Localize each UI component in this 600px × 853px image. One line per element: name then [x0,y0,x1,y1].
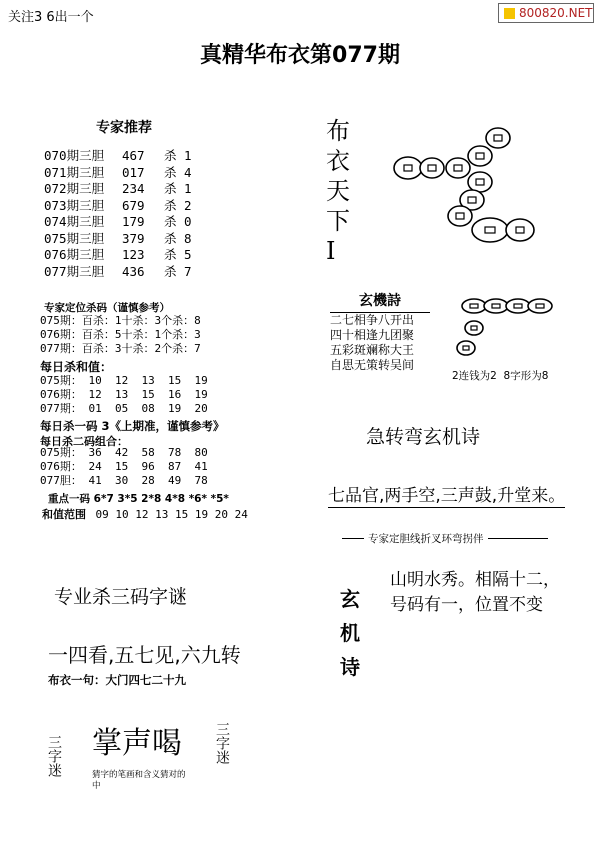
xuanji-poem-side-char: 诗 [340,655,360,679]
badge-square-icon [504,8,515,19]
xuanji-line: 二七相争八开出 [330,313,415,327]
divider-line-left [342,538,364,539]
buyi-line: 布衣一句：大门四七二十九 [48,673,186,687]
kill-two-rows [40,446,208,489]
riddle-title: 专业杀三码字谜 [54,586,188,608]
expert-row [44,264,244,281]
expert-period: 077期三胆 [44,263,105,279]
expert-period: 075期三胆 [44,230,105,246]
expert-nums: 179 [122,214,145,229]
expert-row [44,181,244,198]
coin-figure-2 [452,292,570,362]
expert-period: 074期三胆 [44,214,105,229]
expert-period: 072期三胆 [44,181,105,196]
expert-row [44,231,244,248]
xuanji-poem-lines [390,568,560,618]
xuanji-heading: 玄機詩 [330,290,430,313]
xuanji-poem-side-char: 机 [340,621,360,645]
xuanji-poem-side-char: 玄 [340,587,360,611]
sum-row: 077期： 01 05 08 19 20 [40,402,208,416]
kill-one-line: 每日杀一码 3《上期准，谨慎参考》 [40,419,225,433]
expert-nums: 123 [122,247,145,262]
expert-kill-label: 杀 [164,247,177,262]
sum-range [42,506,248,522]
expert-row [44,198,244,215]
expert-kill-label: 杀 [164,263,177,279]
expert-kill-label: 杀 [164,181,177,196]
kill-two-row: 077胆： 41 30 28 49 78 [40,474,208,488]
coin-figure-1 [380,120,555,245]
expert-kill: 5 [184,247,192,262]
xuanji-line: 五彩斑斓称大王 [330,343,415,357]
expert-kill: 4 [184,164,192,180]
xuanji-panel [330,290,430,373]
heavy-line: 重点一码 6*7 3*5 2*8 4*8 *6* *5* [48,493,229,505]
xuanji-line: 自思无策转吴间 [330,358,415,372]
expert-nums: 017 [122,164,145,180]
riddle-text: 一四看,五七见,六九转 [48,643,241,667]
zi-mi-note: 猜字的笔画和含义猜对的中 [92,770,186,791]
expert-kill: 1 [184,148,192,163]
expert-kill: 7 [184,263,192,279]
expert-kill: 1 [184,181,192,196]
divider-line-right [488,538,549,539]
zi-mi-main: 掌声喝 [92,726,182,761]
sum-rows [40,374,208,417]
expert-kill-label: 杀 [164,214,177,229]
buyi-vertical [326,116,356,266]
expert-period: 070期三胆 [44,148,105,163]
xuanji-lines [330,313,430,373]
expert-kill-label: 杀 [164,148,177,163]
position-row: 075期：百杀：1十杀：3个杀：8 [40,314,201,327]
expert-period: 073期三胆 [44,197,105,213]
coin-row-icon [457,299,552,355]
expert-nums: 379 [122,230,145,246]
kill-two-heading: 每日杀二码组合： [40,435,128,448]
buyi-char: 布 [326,117,350,145]
xuanji-poem-line: 山明水秀。相隔十二， [390,570,560,590]
expert-kill: 2 [184,197,192,213]
position-row: 076期：百杀：5十杀：1个杀：3 [40,328,201,342]
expert-nums: 234 [122,181,145,196]
top-note: 关注3 6出一个 [8,10,94,25]
expert-list [44,148,244,280]
expert-kill: 8 [184,230,192,246]
sum-row: 075期： 10 12 13 15 19 [40,374,208,387]
expert-kill-label: 杀 [164,164,177,180]
poem-heading: 急转弯玄机诗 [366,426,481,448]
expert-nums: 436 [122,263,145,279]
expert-row [44,214,244,231]
expert-row [44,247,244,264]
expert-kill: 0 [184,214,192,229]
expert-heading: 专家推荐 [96,120,152,136]
zi-mi-right: 三字迷 [214,722,230,764]
xuanji-poem-side [340,582,364,684]
expert-row [44,165,244,182]
site-badge[interactable] [498,3,594,23]
sum-heading: 每日杀和值： [40,360,113,374]
sum-range-values: 09 10 12 13 15 19 20 24 [95,508,248,521]
buyi-char: 天 [326,177,350,205]
position-rows [40,314,201,357]
kill-two-row: 076期： 24 15 96 87 41 [40,460,208,474]
expert-kill-label: 杀 [164,197,177,213]
position-heading: 专家定位杀码（谨慎参考） [44,302,170,314]
buyi-char: 衣 [326,147,350,175]
buyi-char: I [326,237,336,265]
expert-period: 076期三胆 [44,247,105,262]
badge-text: 800820.NET [519,6,593,20]
divider-row [342,531,548,546]
expert-nums: 679 [122,197,145,213]
expert-nums: 467 [122,148,145,163]
zi-mi-left: 三字迷 [46,735,62,777]
buyi-char: 下 [326,207,350,235]
xuanji-line: 四十相逢九团聚 [330,328,415,342]
divider-text: 专家定胆线折叉环弯拐伴 [368,533,484,545]
xuanji-poem-line: 号码有一，位置不变 [390,595,543,615]
sum-row: 076期： 12 13 15 16 19 [40,388,208,402]
expert-period: 071期三胆 [44,164,105,180]
poem-line: 七品官,两手空,三声鼓,升堂来。 [328,481,565,508]
expert-kill-label: 杀 [164,230,177,246]
sum-range-label: 和值范围 [42,508,86,521]
position-row: 077期：百杀：3十杀：2个杀：7 [40,342,201,356]
page-title: 真精华布衣第077期 [200,43,400,68]
expert-row [44,148,244,165]
coin-caption: 2连钱为2 8字形为8 [452,370,549,382]
kill-two-row: 075期： 36 42 58 78 80 [40,446,208,459]
coin-cluster-icon [394,128,534,242]
